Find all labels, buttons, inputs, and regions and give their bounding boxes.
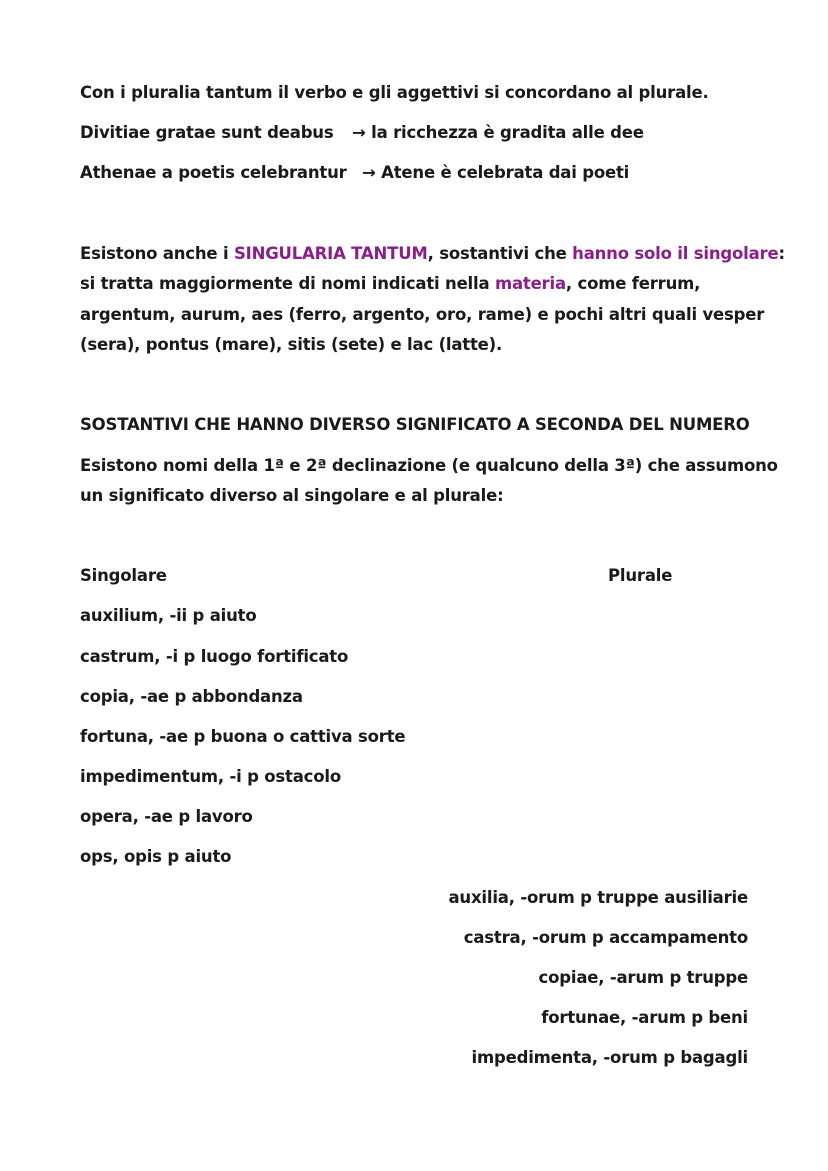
- example-latin-2: Athenae a poetis celebrantur: [80, 163, 347, 182]
- singular-item: auxilium, -ii p aiuto: [80, 606, 257, 625]
- materia-highlight: materia: [494, 274, 566, 293]
- singular-item: castrum, -i p luogo fortificato: [80, 647, 349, 666]
- singular-item: opera, -ae p lavoro: [80, 807, 253, 826]
- singularia-line-1: [80, 243, 785, 265]
- rule-text: Con i pluralia tantum il verbo e gli aggettivi si concordano al plurale.: [80, 83, 709, 102]
- singularia-line-3: argentum, aurum, aes (ferro, argento, oro, rame) e pochi altri quali vesper: [80, 305, 765, 324]
- section-intro-line-1: Esistono nomi della 1ª e 2ª declinazione (e qualcuno della 3ª) che assumono: [80, 456, 778, 475]
- plural-item: auxilia, -orum p truppe ausiliarie: [448, 888, 748, 907]
- plural-item: impedimenta, -orum p bagagli: [471, 1048, 748, 1067]
- singularia-line-2: [80, 273, 700, 295]
- singular-item: impedimentum, -i p ostacolo: [80, 767, 341, 786]
- plural-item: fortunae, -arum p beni: [541, 1008, 748, 1027]
- singularia-text: :: [778, 244, 785, 263]
- singularia-text: , sostantivi che: [427, 244, 573, 263]
- example-latin-1: Divitiae gratae sunt deabus: [80, 123, 334, 142]
- singular-item: ops, opis p aiuto: [80, 847, 232, 866]
- singular-item: fortuna, -ae p buona o cattiva sorte: [80, 727, 406, 746]
- singular-item: copia, -ae p abbondanza: [80, 687, 303, 706]
- example-translation-2: → Atene è celebrata dai poeti: [362, 163, 630, 182]
- singularia-text: , come ferrum,: [565, 274, 701, 293]
- section-intro-line-2: un significato diverso al singolare e al plurale:: [80, 486, 504, 505]
- singularia-line-4: (sera), pontus (mare), sitis (sete) e lac (latte).: [80, 335, 503, 354]
- singularia-text: Esistono anche i: [80, 244, 234, 263]
- plural-item: castra, -orum p accampamento: [463, 928, 748, 947]
- plural-column-header: Plurale: [608, 566, 673, 585]
- plural-item: copiae, -arum p truppe: [538, 968, 748, 987]
- section-heading: SOSTANTIVI CHE HANNO DIVERSO SIGNIFICATO A SECONDA DEL NUMERO: [80, 415, 750, 434]
- solo-singolare-highlight: hanno solo il singolare: [572, 244, 779, 263]
- singularia-tantum-highlight: SINGULARIA TANTUM: [233, 244, 428, 263]
- singular-column-header: Singolare: [80, 566, 167, 585]
- singularia-text: si tratta maggiormente di nomi indicati nella: [80, 274, 495, 293]
- example-translation-1: → la ricchezza è gradita alle dee: [352, 123, 644, 142]
